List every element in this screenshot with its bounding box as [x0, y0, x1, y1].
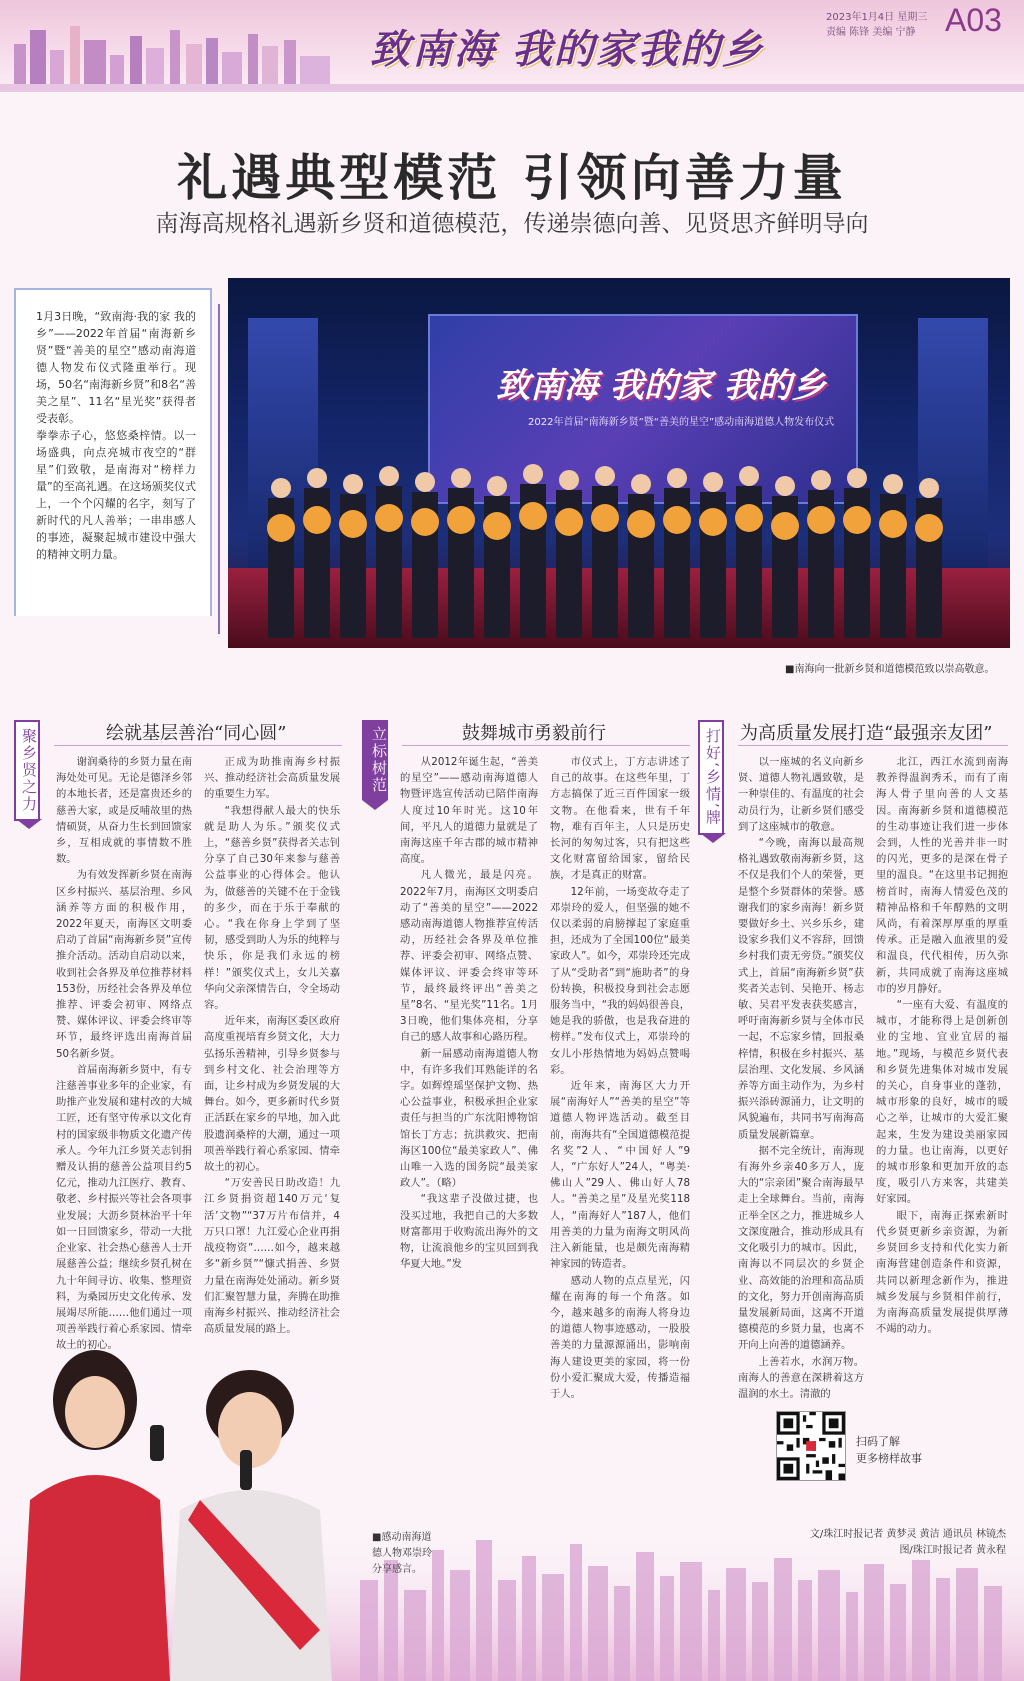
inset-caption-line: ■感动南海道 — [372, 1532, 432, 1543]
paragraph: 上善若水，水润万物。南海人的善意在深耕着这方温润的水土。清澈的 — [738, 1355, 864, 1400]
paragraph: 感动人物的点点星光，闪耀在南海的每一个角落。如今，越来越多的南海人将身边的道德人物事迹感动，一股股善美的力量源源涌出，影响南海人建设更美的家园，将一份份小爱汇聚成大爱，传播造福于人。 — [550, 1274, 690, 1400]
section-tab-3: 打好‘乡情’牌 — [698, 720, 724, 835]
column-1-text-a — [56, 754, 192, 1352]
inset-caption-line: 分享感言。 — [372, 1564, 422, 1575]
column-3-text-a — [738, 754, 864, 1400]
award-winners-group — [258, 458, 978, 638]
stage-screen-title: 致南海 我的家 我的乡 — [496, 366, 826, 406]
paragraph: 近年来，南海区大力开展“南海好人”“善美的星空”等道德人物评选活动。截至目前，南海共有“全国道德模范提名奖”2人、“中国好人”9人，“广东好人”24人，“粤美·佛山人”29人、佛山好人78人。“善美之星”及星光奖118人，“南海好人”187人，他们用善美的力量为南海文明风尚注入新能量，也是颇先南海精神家园的铸造者。 — [550, 1080, 690, 1271]
masthead-meta — [826, 10, 927, 40]
paragraph: 凡人微光，最是闪亮。2022年7月，南海区文明委启动了“善美的星空”——2022感动南海道德人物推荐宣传活动，历经社会各界及单位推荐、评委会初审、网络点赞、媒体评议、评委会终审等环节，最终最终评出“善美之星”8名、“星光奖”11名。1月3日晚，他们集体亮相，分享自己的感人故事和心路历程。 — [400, 869, 538, 1044]
page-number: A03 — [945, 2, 1002, 38]
paragraph: “今晚，南海以最高规格礼遇致敬南海新乡贤，这不仅是我们个人的荣誉，更是整个乡贤群体的荣誉。感谢我们的家乡南海！新乡贤要做好乡土、兴乡乐乡，建设家乡我们义不容辞，回馈乡村我们责无旁贷。”颁奖仪式上，首届“南海新乡贤”获奖者关志钊、吴艳开、杨志敏、吴君平发表获奖感言，呼吁南海新乡贤与全体市民一起，不忘家乡情，回报桑梓情，积极在乡村振兴、基层治理、文化发展、乡风涵养等方面主动作为，为乡村振兴添砖源涌力，让文明的风貌遍布，共同书写南海高质量发展新篇章。 — [738, 837, 864, 1141]
paragraph: “一座有大爱、有温度的城市，才能称得上是创新创业的宝地、宜业宜居的福地。”现场，与模范乡贤代表和乡贤先进集体对城市发展的关心，自身事业的蓬勃，城市形象的良好，城市的暖心之举，让城市的大爱汇聚起来，生发为建设美丽家园的力量。也让南海，以更好的城市形象和更加开放的态度，吸引八方来客，共建美好家园。 — [876, 999, 1008, 1206]
column-rule-1 — [54, 745, 342, 746]
column-rule-3 — [738, 745, 1008, 746]
paragraph: 眼下，南海正探索新时代乡贤更新乡亲资源，为新乡贤回乡支持和代化实力新南海营建创造条件和资源，共同以新理念新作为，推进城乡发展与乡贤相伴前行，为南海高质量发展提供厚薄不竭的动力。 — [876, 1209, 1008, 1336]
qr-hint — [856, 1433, 922, 1467]
photo-caption: ■南海向一批新乡贤和道德模范致以崇高敬意。 — [785, 664, 995, 675]
masthead-slogan: 致南海 我的家我的乡 — [370, 26, 764, 73]
section-tab-1: 聚乡贤之力 — [14, 720, 40, 821]
section-tab-2: 立标树范 — [362, 720, 388, 800]
honoree-figure — [170, 1370, 332, 1681]
paragraph: 首届南海新乡贤中，有专注慈善事业多年的企业家，有助推产业发展和建村改的大城工匠，还有坚守传承以文化育村的国家级非物质文化遗产传承人。今年九江乡贤关志钊捐赠及认捐的慈善公益项目约5亿元，推动九江医疗、教育、敬老、乡村振兴等社会各项事业发展；大沥乡贤林治平十年如一日回馈家乡，带动一大批企业家、社会热心慈善人士开展慈善公益；继续乡贤孔树在九十年间寻访、收集、整理资料，为桑园历史文化传承、发展竭尽所能……他们通过一项项善举践行着心系家园、情牵故土的初心。 — [56, 1063, 192, 1352]
paragraph: 新一届感动南海道德人物中，有许多我们耳熟能详的名字。如辉煌瑶坚保护文物、热心公益事业，积极承担企业家责任与担当的广东沈阳博物馆馆长丁方志；抗洪救灾、把南海区100位“最美家政人”、佛山唯一入选的国务院“最美家政人”。（略） — [400, 1047, 538, 1190]
stage-screen-subtitle: 2022年首届“南海新乡贤”暨“善美的星空”感动南海道德人物发布仪式 — [528, 417, 835, 428]
lead-text: 1月3日晚，“致南海·我的家 我的乡”——2022年首届“南海新乡贤”暨“善美的星空”感动南海道德人物发布仪式隆重举行。现场，50名“南海新乡贤”和8名“善美之星”、11名“星光奖”获得者受表彰。 拳拳赤子心，悠悠桑梓情。以一场盛典，向点亮城市夜空的“群星”们致敬，是南海对“榜样力量”的至高礼遇。在这场颁奖仪式上，一个个闪耀的名字，刻写了新时代的凡人善举；一串串感人的事迹，凝聚起城市建设中强大的精神文明力量。 — [36, 310, 196, 561]
paragraph: 据不完全统计，南海现有海外乡亲40多万人，庞大的“宗亲团”聚合南海最早走上全球舞台。当前，南海正举全区之力，推进城乡人文深度融合，推动形成具有文化吸引力的城市。因此，南海以不同层次的乡贤企业、高效能的治理和高品质的文化，努力开创南海高质量发展新局面，这离不开道德模范的乡贤力量，也离不开向上向善的道德涵养。 — [738, 1144, 864, 1352]
text-credit: 文/珠江时报记者 黄梦灵 黄洁 通讯员 林镜杰 — [809, 1529, 1006, 1540]
column-title-1: 绘就基层善治“同心圆” — [106, 723, 287, 744]
paragraph: “我这辈子没做过捷，也没买过地，我把自己的大多数财富都用于收购流出海外的文物，让流浪他乡的宝贝回到我华夏大地。”发 — [400, 1193, 538, 1271]
editor-credits: 责编 陈锋 美编 宁静 — [826, 27, 916, 38]
column-rule-2 — [402, 745, 690, 746]
paragraph: 以一座城的名义向新乡贤、道德人物礼遇致敬，是一种崇佳的、有温度的社会动员行为，让新乡贤们感受到了这座城市的敬意。 — [738, 756, 864, 833]
ceremony-photo — [228, 278, 1010, 648]
qr-code-icon[interactable] — [776, 1411, 846, 1481]
column-3-text-b — [876, 754, 1008, 1384]
paragraph: 市仪式上，丁方志讲述了自己的故事。在这些年里，丁方志搞保了近三百件国家一级文物。在他看来，世有千年物，难有百年主，人只是历史长河的匆匆过客，只有把这些文化财富留给国家，留给民族，才是真正的财富。 — [550, 756, 690, 882]
photo-credit: 图/珠江时报记者 黄永程 — [899, 1545, 1006, 1556]
paragraph: 近年来，南海区委区政府高度重视培育乡贤文化，大力弘扬乐善精神，引导乡贤参与到乡村文化、社会治理等方面，让乡村成为乡贤发展的大舞台。如今，更多新时代乡贤正活跃在家乡的早地，加入此股遗润桑梓的大潮，通过一项项善举践行着心系家园、情牵故土的初心。 — [204, 1015, 340, 1174]
column-title-2: 鼓舞城市勇毅前行 — [462, 723, 606, 744]
column-1-text-b — [204, 754, 340, 1342]
paragraph: 12年前，一场变故夺走了邓崇玲的爱人，但坚强的她不仅以柔弱的肩膀撑起了家庭重担，还成为了全国100位“最美家政人”。如今，邓崇玲还完成了从“受助者”到“施助者”的身份转换，积极投身到社会志愿服务当中，“我的妈妈很善良，她是我的骄傲，也是我奋进的榜样。”发布仪式上，邓崇玲的女儿小彤热情地为妈妈点赞喝彩。 — [550, 885, 690, 1076]
masthead — [0, 0, 1024, 92]
page-headline: 礼遇典型模范 引领向善力量 — [177, 148, 847, 207]
inset-photo-caption — [372, 1530, 432, 1578]
paragraph: 谢润桑待的乡贤力量在南海处处可见。无论是德泽乡邻的本地长者，还是富贵还乡的慈善大家，或是反哺故里的热情硕贤，从奋力生长到回馈家乡，互相成就的事情数不胜数。 — [56, 756, 192, 866]
byline-credits — [790, 1527, 1006, 1559]
column-title-3: 为高质量发展打造“最强亲友团” — [740, 723, 993, 744]
paragraph: 为有效发挥新乡贤在南海区乡村振兴、基层治理、乡风涵养等方面的积极作用，2022年夏天，南海区文明委启动了首届“南海新乡贤”宣传推介活动。活动自启动以来，收到社会各界及单位推荐材料153份，历经社会各界及单位推荐、评委会初审、网络点赞、媒体评议、评委会终审等环节，最终评选出南海首届50名新乡贤。 — [56, 869, 192, 1060]
paragraph: 北江，西江水流到南海教养得温润秀禾，而有了南海人骨子里向善的人文基因。南海新乡贤和道德模范的生动事迹让我们进一步体会到，人性的光善并非一时的闪光，更多的是深在骨子里的温良。“在这里书记拥抱榜首时，南海人情爱色茂的精神品格和千年醇熟的文明风尚，有着深厚厚重的厚重传承。正是融入血液里的爱和温良，代代相传，历久弥新，共同成就了南海这座城市的岁月静好。 — [876, 756, 1008, 995]
paragraph: 正成为助推南海乡村振兴、推动经济社会高质量发展的重要生力军。 — [204, 756, 340, 801]
qr-hint-line: 更多榜样故事 — [856, 1452, 922, 1465]
presenter-figure — [20, 1350, 170, 1681]
lead-box — [14, 288, 212, 616]
paragraph: “我想得献人最大的快乐就是助人为乐。”颁奖仪式上，“慈善乡贤”获得者关志钊分享了自己30年来参与慈善公益事业的心得体会。他认为，做慈善的关键不在于金钱的多少，而在于乐于奉献的心。“我在你身上学到了坚韧，感受到助人为乐的纯粹与快乐，你是我们永远的榜样！”颁奖仪式上，女儿关嘉华向父亲深情告白，令全场动容。 — [204, 804, 340, 1012]
bottom-skyline-illustration — [0, 1330, 1024, 1681]
issue-date: 2023年1月4日 星期三 — [826, 12, 928, 23]
paragraph: 从2012年诞生起，“善美的星空”——感动南海道德人物暨评选宣传活动已陪伴南海人度过10年时光。这10年间，平凡人的道德力量就是了南海这座千年古郡的城市精神高度。 — [400, 756, 538, 866]
inset-caption-line: 德人物邓崇玲 — [372, 1548, 432, 1559]
page-subheadline: 南海高规格礼遇新乡贤和道德模范，传递崇德向善、见贤思齐鲜明导向 — [155, 211, 869, 237]
qr-hint-line: 扫码了解 — [856, 1435, 900, 1448]
paragraph: “万安善民日助改造！九江乡贤捐资超140万元‘复活’文物”“37万片布信并，4万只口罩！九江爱心企业再捐战疫物资”……如今，越来越多“新乡贤”“慷式捐善、乡贤力量在南海处处涌动。新乡贤们汇聚智慧力量，奔腾在助推南海乡村振兴、推动经济社会高质量发展的路上。 — [204, 1177, 340, 1336]
